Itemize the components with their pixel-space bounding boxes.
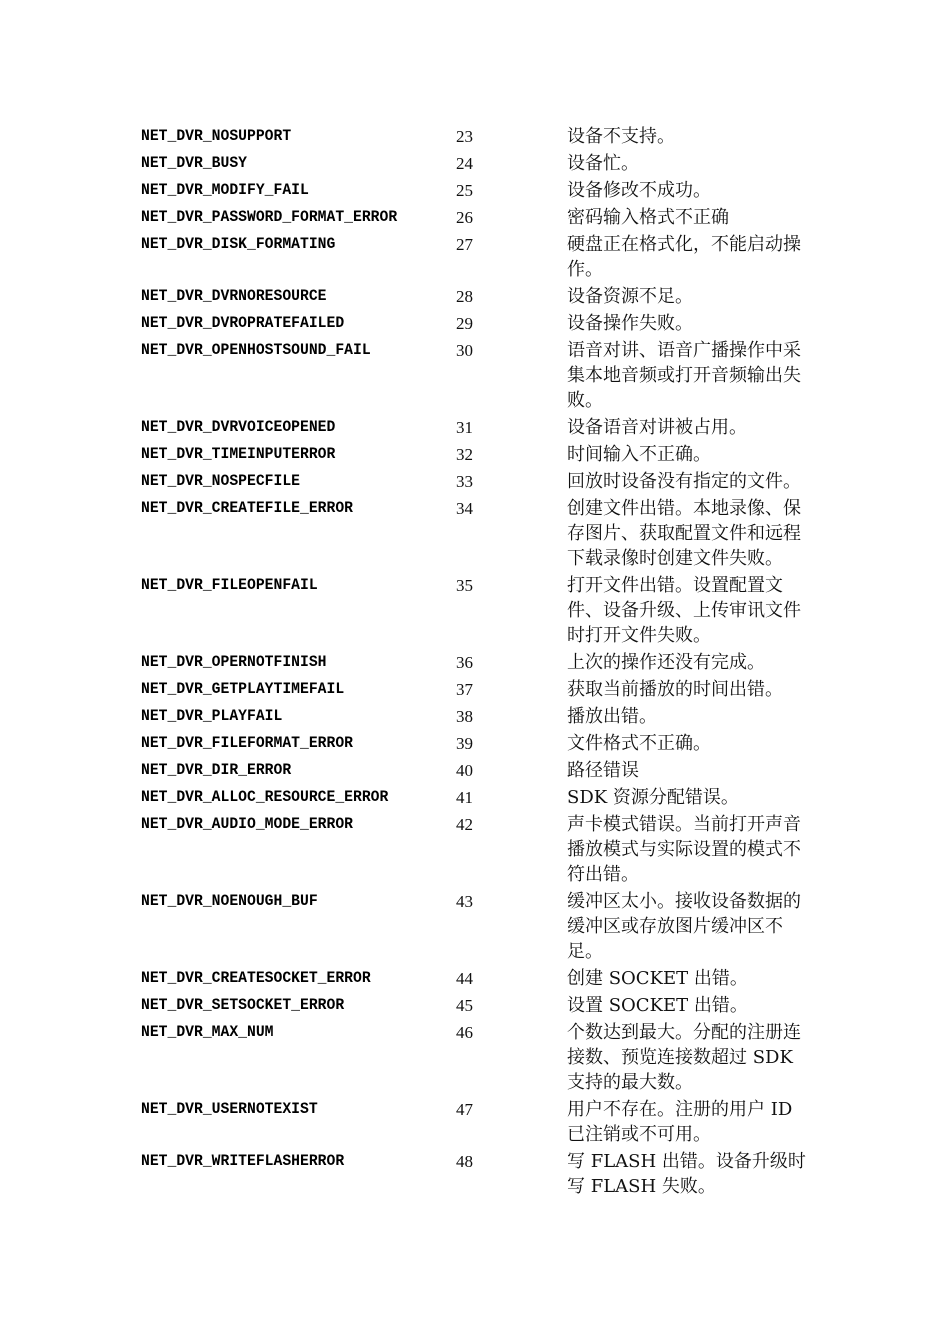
error-description: 设备语音对讲被占用。 — [567, 417, 747, 438]
error-description: 时间输入不正确。 — [567, 444, 711, 465]
error-code-row — [141, 178, 811, 205]
error-description: 个数达到最大。分配的注册连接数、预览连接数超过 SDK 支持的最大数。 — [567, 1022, 801, 1093]
error-code-row — [141, 311, 811, 338]
error-description: 设置 SOCKET 出错。 — [567, 995, 748, 1016]
error-description: 打开文件出错。设置配置文件、设备升级、上传审讯文件时打开文件失败。 — [567, 575, 801, 646]
error-code-row — [141, 704, 811, 731]
error-name: NET_DVR_OPERNOTFINISH — [141, 653, 327, 671]
error-code-number: 43 — [456, 892, 473, 911]
error-name: NET_DVR_DIR_ERROR — [141, 761, 292, 779]
error-code-number: 30 — [456, 341, 473, 360]
error-name: NET_DVR_FILEOPENFAIL — [141, 576, 318, 594]
error-code-row — [141, 573, 811, 650]
error-code-number: 24 — [456, 154, 473, 173]
error-name: NET_DVR_GETPLAYTIMEFAIL — [141, 680, 345, 698]
error-description: 设备不支持。 — [567, 126, 675, 147]
error-code-number: 35 — [456, 576, 473, 595]
error-name: NET_DVR_USERNOTEXIST — [141, 1100, 318, 1118]
error-name: NET_DVR_NOENOUGH_BUF — [141, 892, 318, 910]
error-name: NET_DVR_PLAYFAIL — [141, 707, 283, 725]
error-name: NET_DVR_NOSUPPORT — [141, 127, 292, 145]
error-description: 声卡模式错误。当前打开声音播放模式与实际设置的模式不符出错。 — [567, 814, 801, 885]
error-code-number: 29 — [456, 314, 473, 333]
error-name: NET_DVR_PASSWORD_FORMAT_ERROR — [141, 208, 398, 226]
error-code-number: 23 — [456, 127, 473, 146]
error-name: NET_DVR_NOSPECFILE — [141, 472, 301, 490]
error-name: NET_DVR_CREATESOCKET_ERROR — [141, 969, 371, 987]
error-code-row — [141, 151, 811, 178]
error-code-number: 40 — [456, 761, 473, 780]
error-code-number: 47 — [456, 1100, 473, 1119]
error-code-number: 25 — [456, 181, 473, 200]
error-name: NET_DVR_ALLOC_RESOURCE_ERROR — [141, 788, 389, 806]
error-name: NET_DVR_DVROPRATEFAILED — [141, 314, 345, 332]
error-description: 设备修改不成功。 — [567, 180, 711, 201]
error-code-row — [141, 124, 811, 151]
error-code-row — [141, 205, 811, 232]
error-name: NET_DVR_BUSY — [141, 154, 248, 172]
error-code-number: 38 — [456, 707, 473, 726]
error-code-number: 31 — [456, 418, 473, 437]
error-description: 获取当前播放的时间出错。 — [567, 679, 783, 700]
error-code-row — [141, 496, 811, 573]
error-name: NET_DVR_MODIFY_FAIL — [141, 181, 309, 199]
error-code-rows — [141, 124, 811, 1201]
error-code-row — [141, 442, 811, 469]
error-name: NET_DVR_DISK_FORMATING — [141, 235, 336, 253]
error-code-number: 39 — [456, 734, 473, 753]
error-code-row — [141, 1149, 811, 1201]
error-name: NET_DVR_CREATEFILE_ERROR — [141, 499, 354, 517]
error-code-row — [141, 677, 811, 704]
error-code-number: 44 — [456, 969, 473, 988]
error-code-row — [141, 812, 811, 889]
error-description: 密码输入格式不正确 — [567, 207, 729, 228]
error-description: 语音对讲、语音广播操作中采集本地音频或打开音频输出失败。 — [567, 340, 801, 411]
error-code-row — [141, 415, 811, 442]
error-code-row — [141, 650, 811, 677]
error-name: NET_DVR_TIMEINPUTERROR — [141, 445, 336, 463]
error-name: NET_DVR_FILEFORMAT_ERROR — [141, 734, 354, 752]
error-code-number: 48 — [456, 1152, 473, 1171]
error-description: 缓冲区太小。接收设备数据的缓冲区或存放图片缓冲区不足。 — [567, 891, 801, 962]
error-code-row — [141, 338, 811, 415]
error-code-row — [141, 758, 811, 785]
error-description: 创建文件出错。本地录像、保存图片、获取配置文件和远程下载录像时创建文件失败。 — [567, 498, 801, 569]
error-name: NET_DVR_DVRNORESOURCE — [141, 287, 327, 305]
error-name: NET_DVR_SETSOCKET_ERROR — [141, 996, 345, 1014]
error-code-number: 32 — [456, 445, 473, 464]
error-code-number: 36 — [456, 653, 473, 672]
error-description: 回放时设备没有指定的文件。 — [567, 471, 801, 492]
error-code-number: 41 — [456, 788, 473, 807]
error-description: 设备忙。 — [567, 153, 639, 174]
error-code-number: 26 — [456, 208, 473, 227]
error-description: 上次的操作还没有完成。 — [567, 652, 765, 673]
error-code-row — [141, 785, 811, 812]
error-description: 设备资源不足。 — [567, 286, 693, 307]
error-description: 写 FLASH 出错。设备升级时写 FLASH 失败。 — [567, 1151, 806, 1197]
error-code-number: 28 — [456, 287, 473, 306]
error-description: 文件格式不正确。 — [567, 733, 711, 754]
error-code-row — [141, 966, 811, 993]
error-code-number: 42 — [456, 815, 473, 834]
error-code-row — [141, 469, 811, 496]
error-name: NET_DVR_MAX_NUM — [141, 1023, 274, 1041]
error-name: NET_DVR_DVRVOICEOPENED — [141, 418, 336, 436]
error-description: SDK 资源分配错误。 — [567, 787, 739, 808]
error-name: NET_DVR_OPENHOSTSOUND_FAIL — [141, 341, 371, 359]
error-description: 播放出错。 — [567, 706, 657, 727]
error-code-row — [141, 232, 811, 284]
error-code-row — [141, 284, 811, 311]
error-code-row — [141, 731, 811, 758]
error-code-row — [141, 1097, 811, 1149]
error-description: 设备操作失败。 — [567, 313, 693, 334]
error-code-number: 34 — [456, 499, 473, 518]
error-code-row — [141, 889, 811, 966]
error-code-number: 27 — [456, 235, 473, 254]
error-code-number: 37 — [456, 680, 473, 699]
error-code-row — [141, 1020, 811, 1097]
error-name: NET_DVR_AUDIO_MODE_ERROR — [141, 815, 354, 833]
error-code-row — [141, 993, 811, 1020]
error-name: NET_DVR_WRITEFLASHERROR — [141, 1152, 345, 1170]
error-code-number: 33 — [456, 472, 473, 491]
error-description: 路径错误 — [567, 760, 639, 781]
error-description: 创建 SOCKET 出错。 — [567, 968, 748, 989]
error-description: 硬盘正在格式化，不能启动操作。 — [567, 234, 801, 280]
error-code-table — [141, 124, 811, 1201]
error-code-number: 46 — [456, 1023, 473, 1042]
error-description: 用户不存在。注册的用户 ID 已注销或不可用。 — [567, 1099, 793, 1145]
error-code-number: 45 — [456, 996, 473, 1015]
